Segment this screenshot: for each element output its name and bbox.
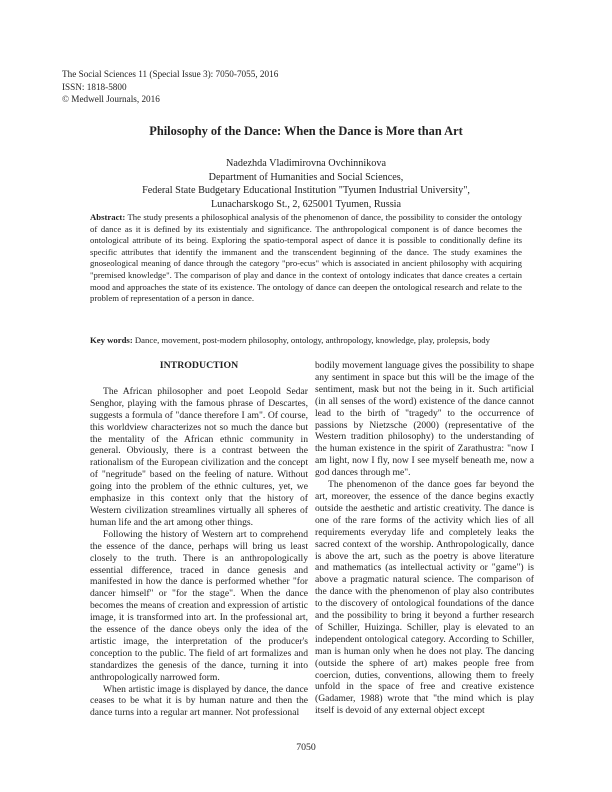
journal-copyright: © Medwell Journals, 2016 bbox=[62, 94, 160, 105]
author-institution: Federal State Budgetary Educational Institution "Tyumen Industrial University", bbox=[142, 185, 470, 197]
body-paragraph: The phenomenon of the dance goes far beyond the art, moreover, the essence of the dance begins exactly outside the aesthetic and artistic creativity. The dance is one of the rare forms of the activity which lies of all requirements everyday life and completely leaks the sacred context of the worship. Anthropologically, dance is above the art, such as the poetry is above literature and mathematics (as intellectual activity or "game") is above a pragmatic natural science. The comparison of the dance with the phenomenon of play also contributes to the discovery of ontological foundations of the dance and the possibility to bring it beyond a further research of Schiller, Huizinga. Schiller, play is elevated to an independent ontological category. According to Schiller, man is human only when he does not play. The dancing (outside the sphere of art) makes people free from coercion, duties, conventions, allowing them to freely unfold in the space of free and creative existence (Gadamer, 1988) wrote that "the mind which is play itself is devoid of any external object except bbox=[315, 479, 534, 717]
left-column bbox=[90, 360, 308, 719]
abstract-label: Abstract: bbox=[90, 212, 126, 222]
keywords bbox=[90, 335, 522, 347]
journal-info bbox=[62, 68, 278, 106]
body-paragraph: When artistic image is displayed by dance, the dance ceases to be what it is by human nature and then the dance turns into a regular art manner. Not professional bbox=[90, 683, 308, 719]
author-name: Nadezhda Vladimirovna Ovchinnikova bbox=[226, 158, 386, 169]
right-column bbox=[315, 360, 534, 717]
body-paragraph: bodily movement language gives the possibility to shape any sentiment in space but this will be the image of the sentiment, mask but not the being in it. Such artificial (in all senses of the word) existence of the dance cannot lead to the birth of "tragedy" to the occurrence of passions by Nietzsche (2000) (representative of the Western tradition philosophy) to the understanding of the human existence in the spirit of Zarathustra: "now I am light, now I fly, now I see myself beneath me, now a god dances through me". bbox=[315, 360, 534, 479]
page-number: 7050 bbox=[296, 742, 316, 753]
author-affiliation bbox=[0, 157, 612, 211]
body-paragraph: The African philosopher and poet Leopold Sedar Senghor, playing with the famous phrase of Descartes, suggests a formula of "dance therefore I am". Of course, this worldview characterizes not so much the dance but the mentality of the African ethnic community in general. Obviously, there is a contrast between the rationalism of the European civilization and the concept of "negritude" based on the feeling of nature. Without going into the problem of the ethnic cultures, yet, we emphasize in this context only that the history of Western civilization streamlines virtually all spheres of human life and the art among other things. bbox=[90, 385, 308, 528]
author-department: Department of Humanities and Social Sciences, bbox=[208, 171, 404, 183]
journal-citation: The Social Sciences 11 (Special Issue 3): 7050-7055, 2016 bbox=[62, 69, 279, 79]
journal-issn: ISSN: 1818-5800 bbox=[62, 81, 127, 92]
abstract bbox=[90, 212, 522, 305]
body-paragraph: Following the history of Western art to comprehend the essence of the dance, perhaps will bring us least closely to the truth. There is an anthropologically essential difference, traced in dance genesis and manifested in how the dance is performed whether "for dancer himself" or "for the stage". When the dance becomes the means of creation and expression of artistic image, it is transformed into art. In the professional art, the essence of the dance obeys only the idea of the artistic image, the interpretation of the producer's conception to the public. The field of art formalizes and standardizes the genesis of the dance, turning it into anthropologically narrowed form. bbox=[90, 528, 308, 683]
author-address: Lunacharskogo St., 2, 625001 Tyumen, Russia bbox=[210, 198, 402, 210]
section-heading: INTRODUCTION bbox=[159, 360, 239, 371]
keywords-label: Key words: bbox=[90, 335, 133, 345]
keywords-text: Dance, movement, post-modern philosophy, ontology, anthropology, knowledge, play, prolepsis, body bbox=[134, 335, 490, 345]
paper-title: Philosophy of the Dance: When the Dance is More than Art bbox=[149, 124, 463, 138]
abstract-text: The study presents a philosophical analysis of the phenomenon of dance, the possibility to consider the ontology of dance as it is defined by its existentialy and significance. The anthropological component is of dance becomes the ontological attribute of its being. Exploring the spatio-temporal aspect of dance it is possible to conditionally define its specific attributes that identify the immanent and the transcendent beginning of the dance. The study examines the gnoseological meaning of dance through the category "pro-ecus" which is associated in ancient philosophy with acquiring "premised knowledge". The comparison of play and dance in the context of ontology indicates that dance creates a certain mood and approaches the state of its existence. The ontology of dance can deepen the ontological research and relate to the problem of representation of a person in dance. bbox=[90, 212, 522, 304]
